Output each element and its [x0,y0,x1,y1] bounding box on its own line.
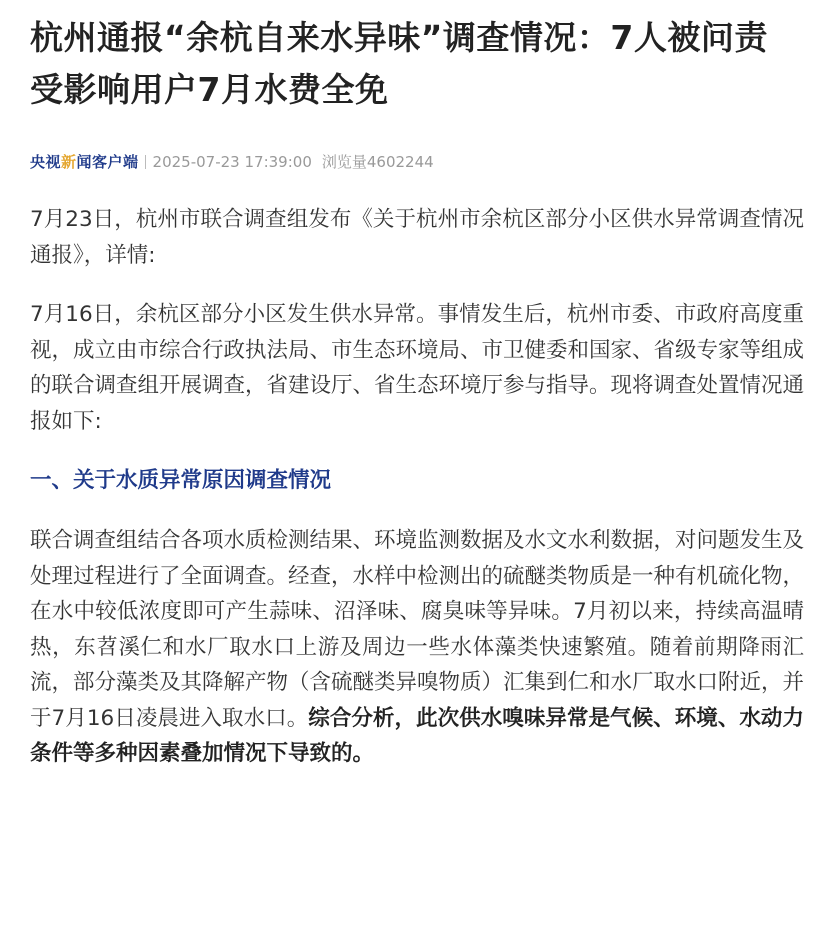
investigation-text: 联合调查组结合各项水质检测结果、环境监测数据及水文水利数据，对问题发生及处理过程进行了全面调查。经查，水样中检测出的硫醚类物质是一种有机硫化物，在水中较低浓度即可产生蒜味、沼泽味、腐臭味等异味。7月初以来，持续高温晴热，东苕溪仁和水厂取水口上游及周边一些水体藻类快速繁殖。随着前期降雨汇流，部分藻类及其降解产物（含硫醚类异嗅物质）汇集到仁和水厂取水口附近，并于7月16日凌晨进入取水口。 [30,528,805,731]
views-label: 浏览量 [321,153,367,171]
meta-divider [145,155,146,169]
article-title: 杭州通报“余杭自来水异味”调查情况：7人被问责 受影响用户7月水费全免 [30,18,768,109]
section-heading: 一、关于水质异常原因调查情况 [30,468,332,493]
source-logo-part2: 新 [61,153,77,171]
views-count: 4602244 [366,153,434,171]
paragraph-intro: 7月23日，杭州市联合调查组发布《关于杭州市余杭区部分小区供水异常调查情况通报》，详情: [30,207,804,268]
source-logo-part1: 央视 [30,153,62,171]
article-meta [30,152,804,172]
paragraph-background: 7月16日，余杭区部分小区发生供水异常。事情发生后，杭州市委、市政府高度重视，成立由市综合行政执法局、市生态环境局、市卫健委和国家、省级专家等组成的联合调查组开展调查，省建设厅、省生态环境厅参与指导。现将调查处置情况通报如下: [30,302,805,434]
source-logo[interactable] [30,152,139,172]
investigation-conclusion: 综合分析，此次供水嗅味异常是气候、环境、水动力条件等多种因素叠加情况下导致的。 [30,705,804,766]
publish-datetime: 2025-07-23 17:39:00 [152,153,312,171]
article-body [30,202,804,772]
paragraph-investigation [30,523,804,772]
source-logo-part3: 闻客户端 [76,153,139,171]
